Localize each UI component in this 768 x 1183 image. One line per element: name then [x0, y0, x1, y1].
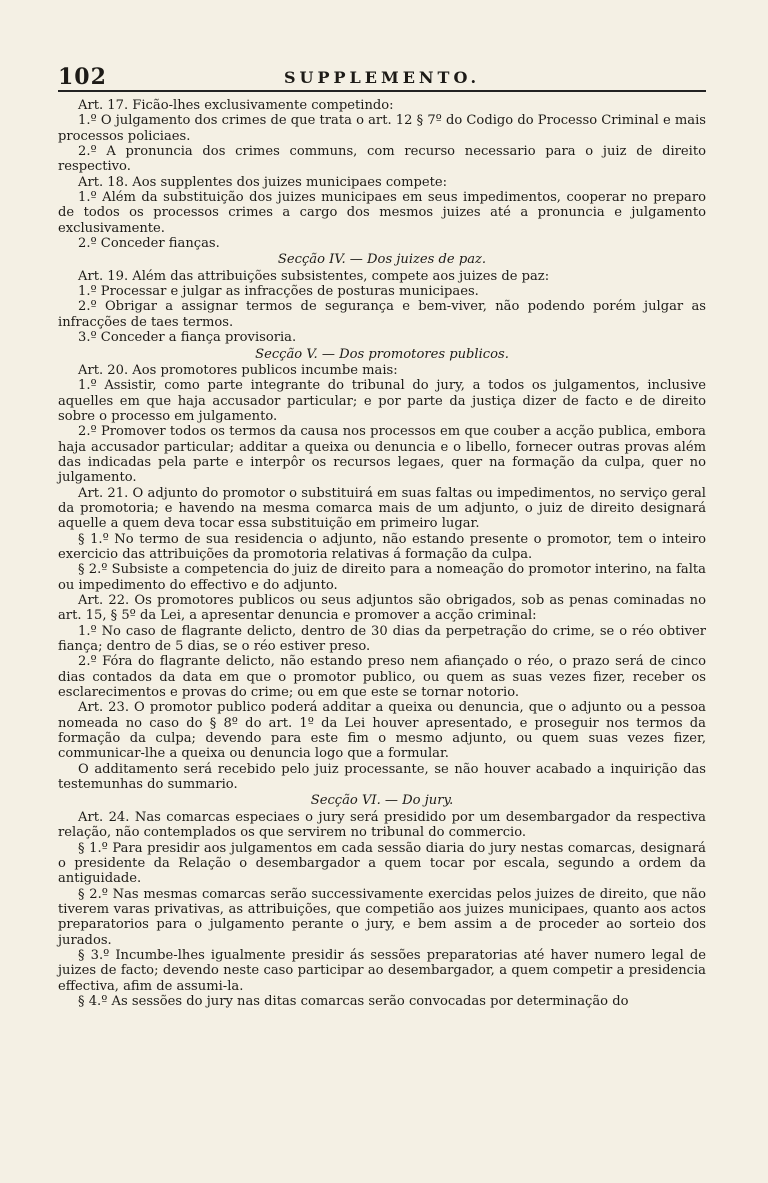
paragraph: 2.º Obrigar a assignar termos de segurança e bem-viver, não podendo porém julgar as infracções de taes termos. [58, 299, 706, 330]
paragraph: § 2.º Nas mesmas comarcas serão successivamente exercidas pelos juizes de direito, que não tiverem varas privativas, as attribuições, que competião aos juizes municipaes, quanto aos actos preparatorios para o julgamento perante o jury, e bem assim a de proceder ao sorteio dos jurados. [58, 886, 706, 948]
paragraph: Art. 24. Nas comarcas especiaes o jury será presidido por um desembargador da respectiva relação, não contemplados os que servirem no tribunal do commercio. [58, 809, 706, 841]
paragraph: Art. 17. Ficão-lhes exclusivamente competindo: [78, 98, 394, 113]
paragraph: 3.º Conceder a fiança provisoria. [78, 330, 297, 346]
page-number: 102 [58, 64, 107, 90]
paragraph: 2.º Fóra do flagrante delicto, não estando preso nem afiançado o réo, o prazo será de cinco dias contados da data em que o promotor publico, ou quem as suas vezes fizer, receber os esclarecimentos e provas do crime; ou em que este se tornar notorio. [58, 654, 706, 701]
document-body [58, 98, 706, 1009]
section-heading: Secção IV. — Dos juizes de paz. [277, 252, 487, 268]
paragraph: 1.º No caso de flagrante delicto, dentro de 30 dias da perpetração do crime, se o réo obtiver fiança; dentro de 5 dias, se o réo estiver preso. [58, 623, 706, 655]
paragraph: 1.º Processar e julgar as infracções de posturas municipaes. [78, 284, 479, 300]
running-title: SUPPLEMENTO. [283, 68, 481, 87]
page-header [58, 62, 706, 92]
paragraph: § 4.º As sessões do jury nas ditas comarcas serão convocadas por determinação do [78, 993, 629, 1009]
paragraph: 1.º O julgamento dos crimes de que trata o art. 12 § 7º do Codigo do Processo Criminal e mais processos policiaes. [58, 113, 706, 144]
paragraph: Art. 23. O promotor publico poderá additar a queixa ou denuncia, que o adjunto ou a pessoa nomeada no caso do § 8º do art. 1º da Lei houver apresentado, e proseguir nos termos da formação da culpa; devendo para este fim o mesmo adjunto, ou quem suas vezes fizer, communicar-lhe a queixa ou denuncia logo que a formular. [58, 700, 706, 762]
paragraph: Art. 18. Aos supplentes dos juizes municipaes compete: [78, 174, 448, 190]
paragraph: § 1.º No termo de sua residencia o adjunto, não estando presente o promotor, tem o inteiro exercicio das attribuições da promotoria relativas á formação da culpa. [58, 531, 706, 562]
paragraph: Art. 19. Além das attribuições subsistentes, compete aos juizes de paz: [78, 268, 550, 284]
paragraph: Art. 20. Aos promotores publicos incumbe mais: [78, 362, 398, 378]
paragraph: Art. 21. O adjunto do promotor o substituirá em suas faltas ou impedimentos, no serviço geral da promotoria; e havendo na mesma comarca mais de um adjunto, o juiz de direito designará aquelle a quem deva tocar essa substituição em primeiro lugar. [58, 485, 706, 532]
paragraph: § 3.º Incumbe-lhes igualmente presidir ás sessões preparatorias até haver numero legal de juizes de facto; devendo neste caso participar ao desembargador, a quem competir a presidencia effectiva, afim de assumi-la. [58, 947, 706, 994]
paragraph: § 1.º Para presidir aos julgamentos em cada sessão diaria do jury nestas comarcas, designará o presidente da Relação o desembargador a quem tocar por escala, segundo a ordem da antiguidade. [58, 840, 706, 887]
section-heading: Secção V. — Dos promotores publicos. [255, 346, 509, 362]
section-heading: Secção VI. — Do jury. [310, 793, 454, 809]
paragraph: 2.º A pronuncia dos crimes communs, com recurso necessario para o juiz de direito respectivo. [58, 144, 706, 175]
paragraph: 1.º Além da substituição dos juizes municipaes em seus impedimentos, cooperar no preparo de todos os processos crimes a cargo dos mesmos juizes até a pronuncia e julgamento exclusivamente. [58, 190, 706, 236]
paragraph: 1.º Assistir, como parte integrante do tribunal do jury, a todos os julgamentos, inclusive aquelles em que haja accusador particular; e por parte da justiça dizer de facto e de direito sobre o processo em julgamento. [58, 378, 706, 424]
paragraph: Art. 22. Os promotores publicos ou seus adjuntos são obrigados, sob as penas cominadas no art. 15, § 5º da Lei, a apresentar denuncia e promover a acção criminal: [58, 593, 706, 624]
paragraph: O additamento será recebido pelo juiz processante, se não houver acabado a inquirição das testemunhas do summario. [58, 761, 706, 793]
paragraph: 2.º Conceder fianças. [78, 236, 220, 252]
paragraph: 2.º Promover todos os termos da causa nos processos em que couber a acção publica, embora haja accusador particular; additar a queixa ou denuncia e o libello, fornecer outras provas além das indicadas pela parte e interpôr os recursos legaes, quer na formação da culpa, quer no julgamento. [58, 424, 706, 486]
paragraph: § 2.º Subsiste a competencia do juiz de direito para a nomeação do promotor interino, na falta ou impedimento do effectivo e do adjunto. [58, 562, 706, 593]
